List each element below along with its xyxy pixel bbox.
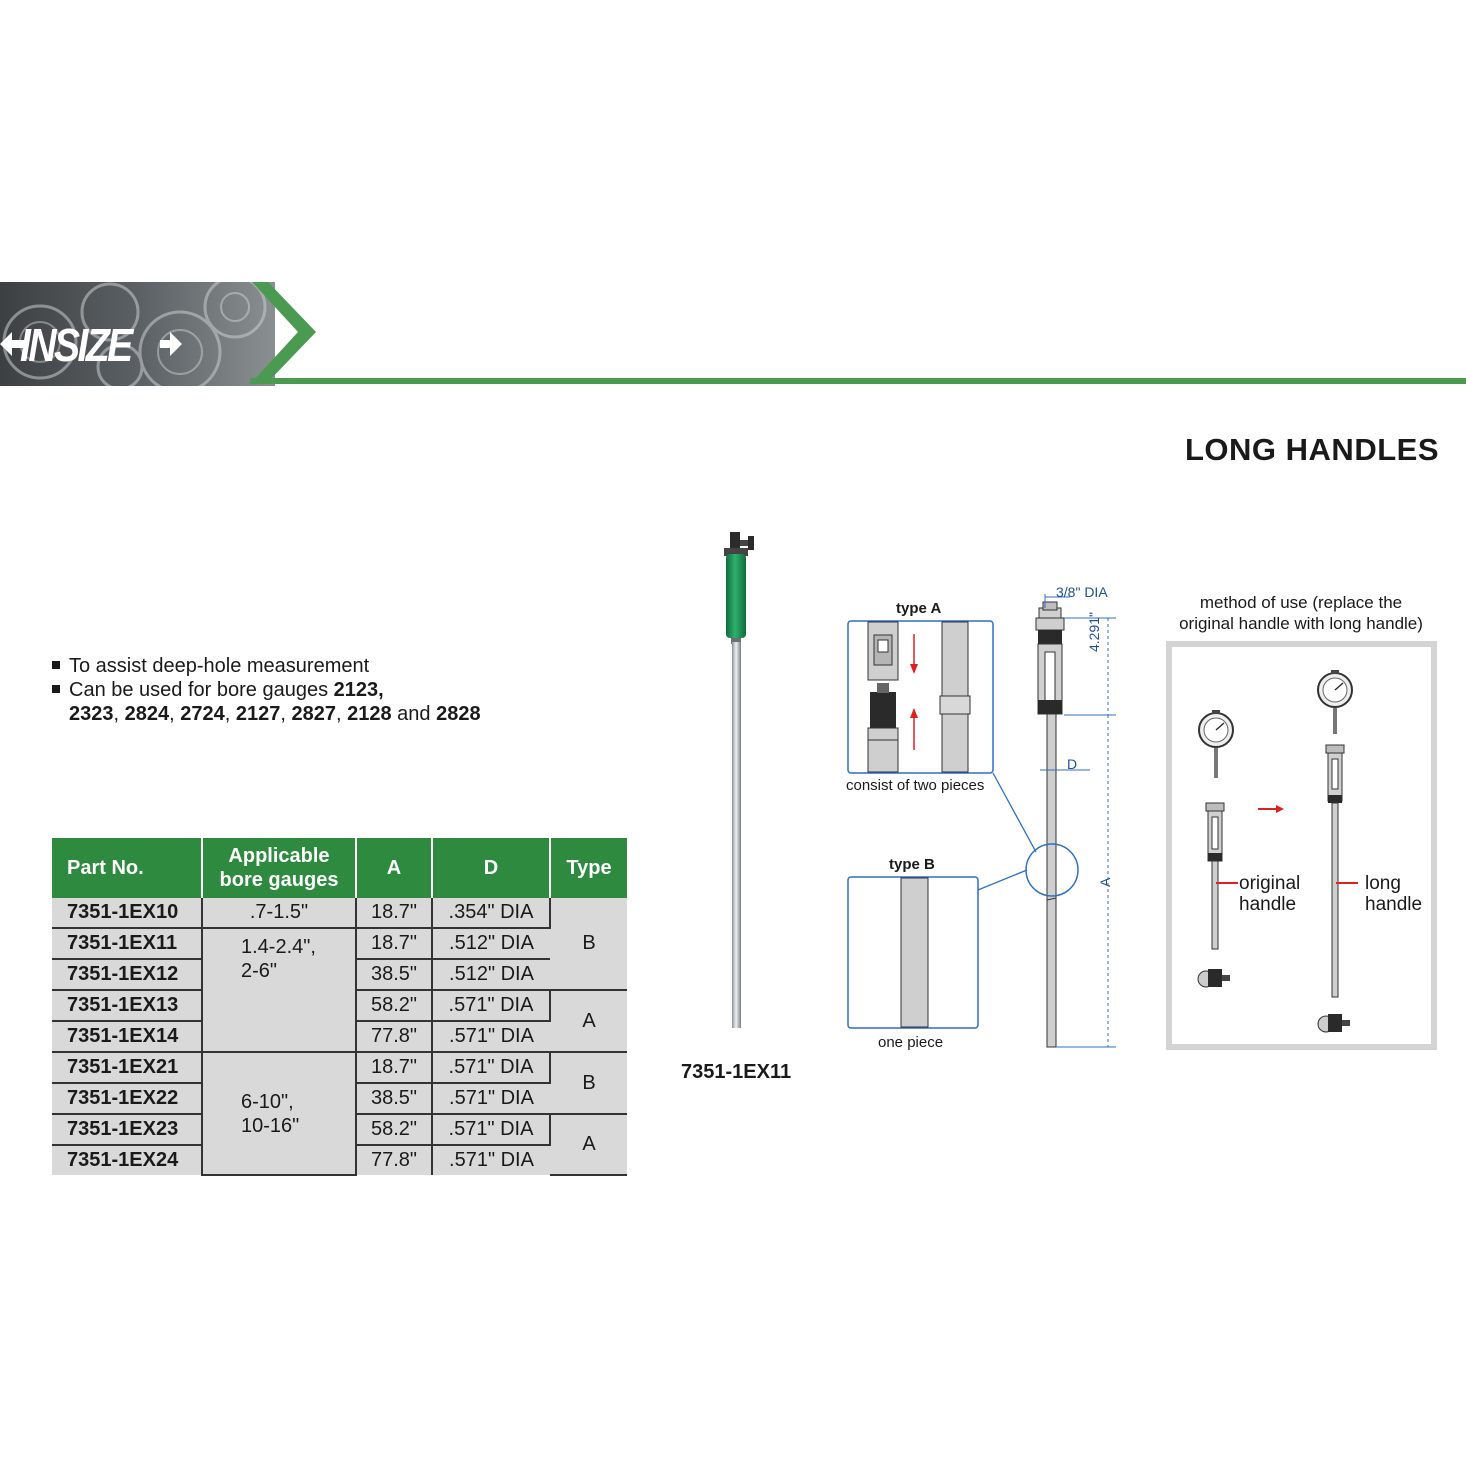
gauge-code: 2827: [291, 703, 336, 725]
feature-text: To assist deep-hole measurement: [69, 655, 370, 677]
dim-a: 38.5": [356, 1083, 432, 1114]
long-handle-photo: [716, 530, 766, 1030]
dim-a: 58.2": [356, 990, 432, 1021]
separator: ,: [378, 679, 384, 701]
dim-height-label: 4.291": [1086, 611, 1102, 652]
dim-d: .571" DIA: [432, 1145, 550, 1175]
separator: and: [391, 703, 437, 725]
part-number: 7351-1EX21: [52, 1052, 202, 1083]
gauge-code: 2323: [69, 703, 114, 725]
dim-a: 18.7": [356, 898, 432, 928]
table-row: [52, 898, 627, 928]
feature-text: Can be used for bore gauges: [69, 679, 334, 701]
type-b-caption: one piece: [878, 1034, 944, 1051]
dim-a: 38.5": [356, 959, 432, 990]
part-number: 7351-1EX12: [52, 959, 202, 990]
separator: ,: [280, 703, 292, 725]
col-header-applicable-gauges: Applicable bore gauges: [202, 838, 356, 898]
applicable-gauges: .7-1.5": [202, 898, 356, 928]
separator: ,: [336, 703, 348, 725]
type-cell: B: [550, 1052, 627, 1114]
dim-a: 18.7": [356, 1052, 432, 1083]
separator: ,: [169, 703, 181, 725]
dim-d: .571" DIA: [432, 1052, 550, 1083]
dim-d-label: D: [1067, 756, 1078, 772]
col-header-d: D: [432, 838, 550, 898]
part-number: 7351-1EX10: [52, 898, 202, 928]
dim-a-label: A: [1097, 877, 1113, 887]
table-header-row: [52, 838, 627, 898]
type-a-caption: consist of two pieces: [846, 777, 985, 794]
type-cell: A: [550, 990, 627, 1052]
method-title: method of use (replace the original handle with long handle): [1179, 593, 1423, 633]
feature-item: [52, 678, 572, 702]
gauge-code: 2128: [347, 703, 392, 725]
method-panel: [1166, 641, 1437, 1050]
type-cell: A: [550, 1114, 627, 1175]
bullet-icon: [52, 661, 60, 669]
gauge-code: 2123: [333, 679, 379, 701]
gauge-code: 2824: [124, 703, 170, 725]
col-header-a: A: [356, 838, 432, 898]
dim-a: 77.8": [356, 1021, 432, 1052]
dim-d: .571" DIA: [432, 1083, 550, 1114]
logo-text: INSIZE: [20, 319, 131, 371]
dim-top-label: 3/8" DIA: [1056, 584, 1108, 600]
part-number: 7351-1EX13: [52, 990, 202, 1021]
applicable-gauges: 6-10", 10-16": [202, 1052, 356, 1175]
dim-a: 58.2": [356, 1114, 432, 1145]
feature-item: [52, 654, 572, 678]
bullet-icon: [52, 685, 60, 693]
type-a-title: type A: [896, 600, 942, 617]
dimension-diagram: [840, 580, 1140, 1060]
gauge-code: 2724: [180, 703, 225, 725]
long-handle-label: long handle: [1365, 873, 1423, 915]
col-header-part-no: Part No.: [52, 838, 202, 898]
brand-logo: [0, 318, 190, 370]
header-rule: [250, 378, 1466, 384]
type-b-title: type B: [889, 856, 935, 873]
page-title: LONG HANDLES: [1185, 432, 1439, 467]
dim-d: .512" DIA: [432, 928, 550, 959]
feature-list: [52, 654, 572, 726]
gauge-code-list: [52, 702, 572, 726]
header-banner: [0, 282, 1466, 386]
col-header-type: Type: [550, 838, 627, 898]
part-number: 7351-1EX22: [52, 1083, 202, 1114]
dim-a: 77.8": [356, 1145, 432, 1175]
product-caption: 7351-1EX11: [681, 1061, 792, 1083]
dim-a: 18.7": [356, 928, 432, 959]
dim-d: .571" DIA: [432, 1021, 550, 1052]
dim-d: .512" DIA: [432, 959, 550, 990]
separator: ,: [113, 703, 125, 725]
applicable-gauges: 1.4-2.4", 2-6": [202, 928, 356, 1052]
table-row: [52, 1052, 627, 1083]
dim-d: .571" DIA: [432, 990, 550, 1021]
dim-d: .354" DIA: [432, 898, 550, 928]
part-number: 7351-1EX14: [52, 1021, 202, 1052]
gauge-code: 2127: [235, 703, 281, 725]
part-number: 7351-1EX23: [52, 1114, 202, 1145]
method-illustration: [1172, 647, 1431, 1044]
part-number: 7351-1EX24: [52, 1145, 202, 1175]
separator: ,: [224, 703, 236, 725]
type-cell: B: [550, 898, 627, 990]
table-row: [52, 928, 627, 959]
dim-d: .571" DIA: [432, 1114, 550, 1145]
spec-table: [52, 838, 627, 1176]
part-number: 7351-1EX11: [52, 928, 202, 959]
gauge-code: 2828: [436, 703, 481, 725]
original-handle-label: original handle: [1239, 873, 1301, 915]
